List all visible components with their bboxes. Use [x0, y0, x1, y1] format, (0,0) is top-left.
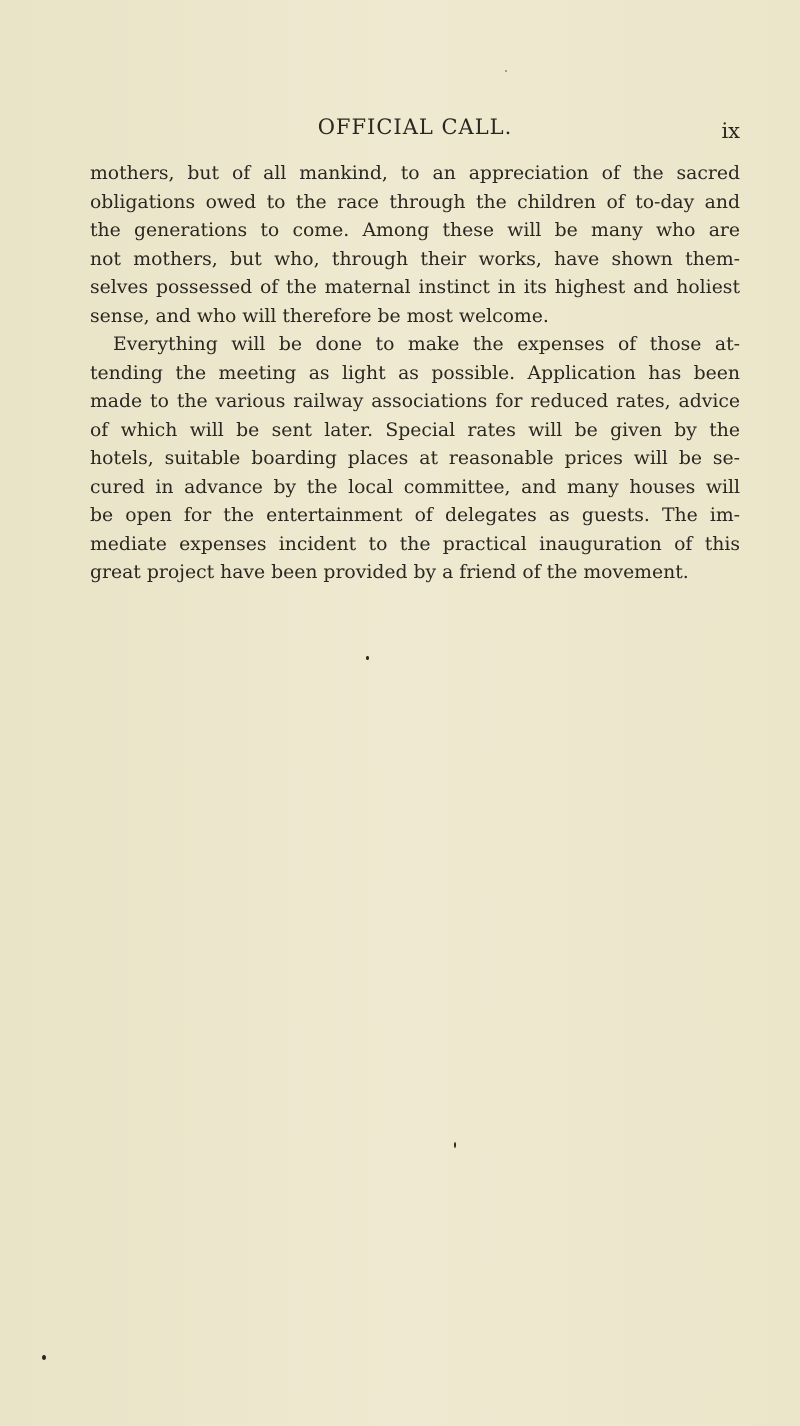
text-line: be open for the entertainment of delegates as guests. The im- — [90, 505, 740, 526]
paragraph-start-line: Everything will be done to make the expenses of those at- — [113, 334, 740, 355]
text-line: obligations owed to the race through the children of to-day and — [90, 191, 740, 213]
text-line: hotels, suitable boarding places at reasonable prices will be se- — [90, 448, 740, 469]
text-line: of which will be sent later. Special rates will be given by the — [90, 419, 740, 441]
text-line: mothers, but of all mankind, to an appreciation of the sacred — [90, 163, 740, 184]
running-head — [90, 112, 740, 142]
body-text — [90, 160, 740, 588]
text-line: made to the various railway associations for reduced rates, advice — [90, 391, 740, 412]
paper-speck — [366, 656, 369, 660]
text-line: cured in advance by the local committee, and many houses will — [90, 476, 740, 498]
text-line: the generations to come. Among these will be many who are — [90, 220, 740, 241]
paragraph-end-line: great project have been provided by a friend of the movement. — [90, 562, 689, 583]
running-title: OFFICIAL CALL. — [317, 115, 513, 139]
page-number: ix — [721, 119, 740, 143]
text-line: not mothers, but who, through their works, have shown them- — [90, 248, 740, 270]
paper-speck — [454, 1142, 456, 1148]
text-line: mediate expenses incident to the practical inauguration of this — [90, 533, 740, 555]
paragraph-end-line: sense, and who will therefore be most welcome. — [90, 305, 549, 327]
paper-speck — [505, 70, 507, 72]
text-line: selves possessed of the maternal instinct in its highest and holiest — [90, 277, 740, 298]
paper-speck — [42, 1355, 46, 1360]
text-line: tending the meeting as light as possible. Application has been — [90, 362, 740, 384]
